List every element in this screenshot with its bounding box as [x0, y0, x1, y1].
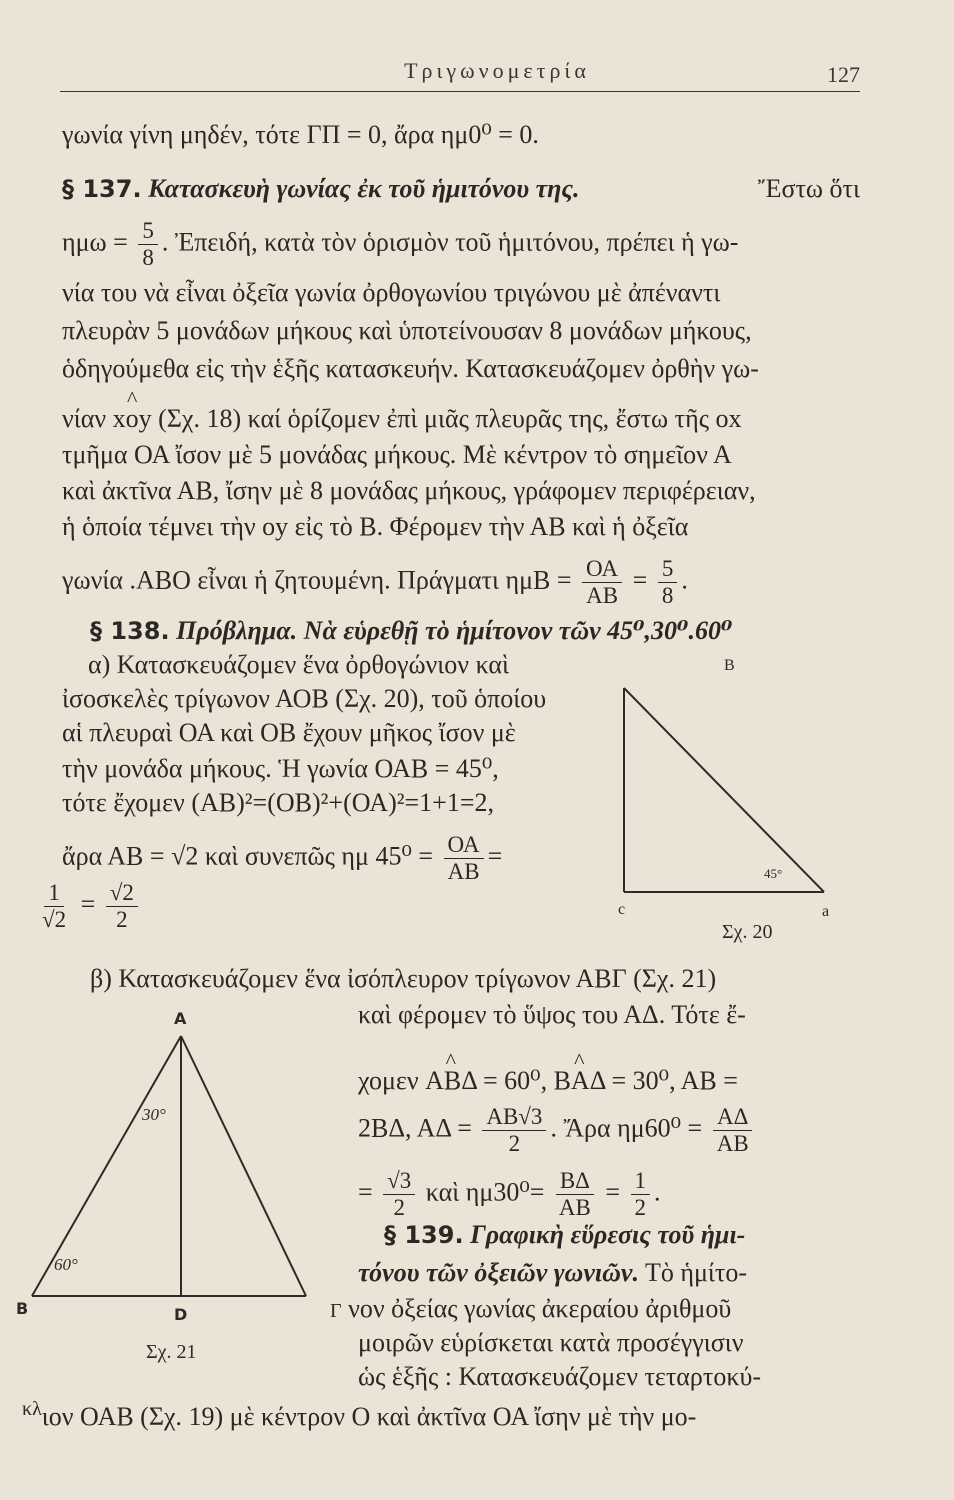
text-line: τότε ἔχομεν (ΑΒ)²=(ΟΒ)²+(ΟΑ)²=1+1=2, [62, 788, 495, 817]
text-line-fraction: = $\frac{√3}{2}$ καὶ ημ30⁰= $\frac{B\Delta}{AB}$ = $\frac{1}{2}$ . [358, 1168, 661, 1220]
section-title: Κατασκευὴ γωνίας ἐκ τοῦ ἡμιτόνου της. [148, 174, 580, 203]
fraction: $\frac{B\Delta}{AB}$ [555, 1168, 595, 1221]
angle-label-30: 30° [142, 1105, 166, 1124]
vertex-label-a: a [822, 903, 830, 920]
text-line: ὡς ἑξῆς : Κατασκευάζομεν τεταρτοκύ- [358, 1362, 761, 1391]
fraction: $\frac{OA}{AB}$ [582, 556, 622, 609]
text-line-fraction: ἄρα ΑΒ = √2 καὶ συνεπῶς ημ 45⁰ = $\frac{OA}{AB}$ = [62, 832, 503, 884]
text-line: ὁδηγούμεθα εἰς τὴν ἑξῆς κατασκευήν. Κατασκευάζομεν ὀρθὴν γω- [62, 354, 759, 383]
running-title: Τριγωνομετρία [404, 58, 590, 83]
header-rule [60, 91, 860, 92]
side-ab [624, 688, 824, 892]
text-line-fraction: ημω = $\frac{5}{8}$ . Ἐπειδή, κατὰ τὸν ὁρισμὸν τοῦ ἡμιτόνου, πρέπει ἡ γω- [62, 218, 739, 270]
vertex-label-top: B [724, 657, 735, 674]
side-ag [181, 1036, 306, 1296]
section-138-heading [90, 614, 888, 648]
text-line: α) Κατασκευάζομεν ἕνα ὀρθογώνιον καὶ [88, 650, 510, 679]
angle-notation: ^ ΒΑΔ [554, 1066, 605, 1095]
text-line: τμῆμα ΟΑ ἴσον μὲ 5 μονάδας μήκους. Μὲ κέντρον τὸ σημεῖον Α [62, 440, 732, 469]
text-line: ἰσοσκελὲς τρίγωνον ΑΟΒ (Σχ. 20), τοῦ ὁποίου [62, 684, 547, 713]
figure-21-equilateral-triangle [14, 1000, 334, 1380]
vertex-label-b: B [16, 1299, 29, 1318]
fraction: $\frac{5}{8}$ [658, 556, 678, 609]
text-line-fraction: γωνία .ΑΒΟ εἶναι ἡ ζητουμένη. Πράγματι ημΒ = $\frac{OA}{AB}$ = $\frac{5}{8}$ . [62, 556, 688, 608]
section-137-heading: § 137. Κατασκευὴ γωνίας ἐκ τοῦ ἡμιτόνου της. Ἔστω ὅτι [62, 174, 860, 203]
angle-label-60: 60° [54, 1255, 78, 1274]
text-line: νία του νὰ εἶναι ὀξεῖα γωνία ὀρθογωνίου τριγώνου μὲ ἀπέναντι [62, 278, 721, 307]
text-line: μοιρῶν εὑρίσκεται κατὰ προσέγγισιν [358, 1328, 744, 1357]
angle-notation: ^ ΑΒΔ [425, 1066, 476, 1095]
figure-caption: Σχ. 21 [146, 1341, 197, 1363]
vertex-label-c: c [618, 901, 626, 918]
figure-20-right-triangle [604, 656, 844, 946]
text-line: β) Κατασκευάζομεν ἕνα ἰσόπλευρον τρίγωνον ΑΒΓ (Σχ. 21) [90, 964, 717, 993]
fraction: $\frac{√3}{2}$ [383, 1168, 415, 1221]
fraction: $\frac{5}{8}$ [138, 218, 158, 271]
margin-mark: Γ [330, 1300, 342, 1322]
text-line: καὶ φέρομεν τὸ ὕψος του ΑΔ. Τότε ἔ- [358, 1000, 746, 1029]
text-line: χομεν ^ ΑΒΔ = 60⁰, ^ ΒΑΔ = 30⁰, ΑΒ = [358, 1064, 738, 1098]
text-line-fraction: 2ΒΔ, ΑΔ = $\frac{AB√3}{2}$ . Ἄρα ημ60⁰ = $\frac{A\Delta}{AB}$ [358, 1104, 757, 1157]
text-line: καὶ ἀκτῖνα ΑΒ, ἴσην μὲ 8 μονάδας μήκους, γράφομεν περιφέρειαν, [62, 476, 756, 505]
vertex-label-d: D [174, 1305, 188, 1324]
text-line: γωνία γίνη μηδέν, τότε ΓΠ = 0, ἄρα ημ0⁰ = 0. [62, 120, 539, 149]
text-line: τόνου τῶν ὀξειῶν γωνιῶν. Τὸ ἡμίτο- [358, 1258, 748, 1287]
text-line: ἡ ὁποία τέμνει τὴν oy εἰς τὸ Β. Φέρομεν τὴν ΑΒ καὶ ἡ ὀξεῖα [62, 512, 689, 541]
figure-caption: Σχ. 20 [722, 921, 773, 943]
text-line: πλευρὰν 5 μονάδων μήκους καὶ ὑποτείνουσαν 8 μονάδων μήκους, [62, 316, 752, 345]
text-line: Γ νον ὀξείας γωνίας ἀκεραίου ἀριθμοῦ [330, 1294, 732, 1323]
section-number: § 138. [90, 617, 170, 645]
fraction: $\frac{√2}{2}$ [106, 880, 138, 933]
text-line-fraction: $\frac{1}{√2}$ = $\frac{√2}{2}$ [34, 880, 142, 933]
text-line: τὴν μονάδα μήκους. Ἡ γωνία ΟΑΒ = 45⁰, [62, 754, 499, 783]
text-line: $^{\kappa\lambda}$ιον ΟΑΒ (Σχ. 19) μὲ κέντρον Ο καὶ ἀκτῖνα ΟΑ ἴσην μὲ τὴν μο- [22, 1398, 697, 1431]
text-line: νίαν ^ xoy (Σχ. 18) καί ὁρίζομεν ἐπὶ μιᾶς πλευρᾶς της, ἔστω τῆς ox [62, 402, 860, 436]
text-line: αἱ πλευραὶ ΟΑ καὶ ΟΒ ἔχουν μῆκος ἴσον μὲ [62, 718, 516, 747]
section-139-heading [384, 1218, 745, 1252]
fraction: $\frac{A\Delta}{AB}$ [713, 1104, 753, 1157]
section-title: Πρόβλημα. Νὰ εὑρεθῇ τὸ ἡμίτονον τῶν 45⁰,30⁰.60⁰ [176, 616, 733, 645]
section-number: § 137. [62, 175, 142, 203]
page-number: 127 [827, 62, 860, 87]
section-title: Γραφικὴ εὕρεσις τοῦ ἡμι- [470, 1220, 746, 1249]
fraction: $\frac{OA}{AB}$ [444, 832, 484, 885]
fraction: $\frac{1}{2}$ [631, 1168, 651, 1221]
section-number: § 139. [384, 1221, 464, 1249]
angle-notation: ^ xoy [113, 404, 152, 433]
fraction: $\frac{1}{√2}$ [42, 880, 67, 932]
fraction: $\frac{AB√3}{2}$ [482, 1104, 546, 1157]
vertex-label-a: A [174, 1009, 187, 1028]
angle-label-45: 45° [764, 866, 783, 881]
